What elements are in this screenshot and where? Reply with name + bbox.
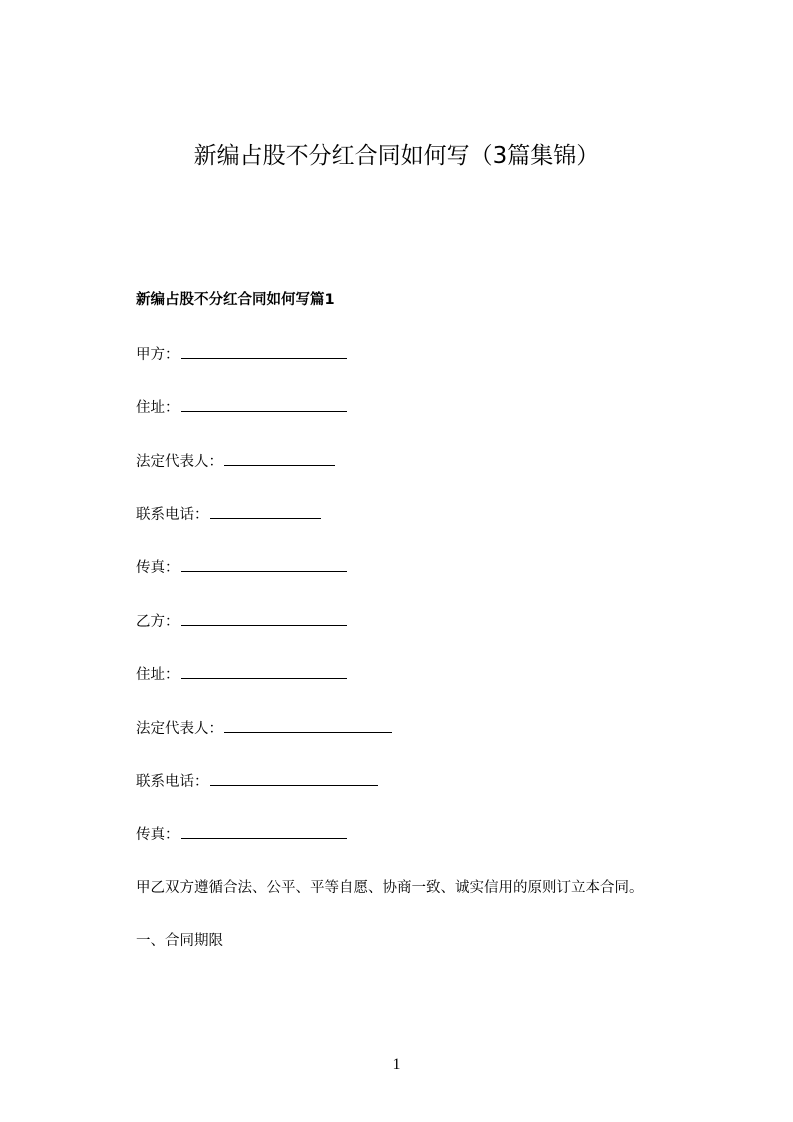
clause-heading: 一、合同期限 xyxy=(136,933,223,949)
field-label: 乙方： xyxy=(136,614,180,630)
fill-blank xyxy=(210,504,321,519)
fill-blank xyxy=(181,344,347,359)
fill-blank xyxy=(181,557,347,572)
party-b-legal-rep-field xyxy=(136,718,392,739)
page-number: 1 xyxy=(392,1056,401,1073)
field-label: 住址： xyxy=(136,667,180,683)
party-b-fax-field xyxy=(136,824,347,845)
fill-blank xyxy=(224,718,392,733)
party-a-address-field xyxy=(136,397,347,418)
party-b-field xyxy=(136,611,347,632)
field-label: 联系电话： xyxy=(136,507,209,523)
party-a-legal-rep-field xyxy=(136,451,335,472)
party-a-phone-field xyxy=(136,504,321,525)
field-label: 法定代表人： xyxy=(136,721,223,737)
fill-blank xyxy=(181,397,347,412)
section-heading: 新编占股不分红合同如何写篇1 xyxy=(136,292,335,308)
field-label: 传真： xyxy=(136,560,180,576)
party-b-phone-field xyxy=(136,771,378,792)
document-title: 新编占股不分红合同如何写（3篇集锦） xyxy=(193,143,600,169)
fill-blank xyxy=(181,824,347,839)
field-label: 甲方： xyxy=(136,347,180,363)
field-label: 传真： xyxy=(136,827,180,843)
fill-blank xyxy=(224,451,335,466)
field-label: 联系电话： xyxy=(136,774,209,790)
fill-blank xyxy=(210,771,378,786)
fill-blank xyxy=(181,611,347,626)
field-label: 法定代表人： xyxy=(136,454,223,470)
party-a-field xyxy=(136,344,347,365)
fill-blank xyxy=(181,664,347,679)
party-a-fax-field xyxy=(136,557,347,578)
party-b-address-field xyxy=(136,664,347,685)
field-label: 住址： xyxy=(136,400,180,416)
intro-paragraph: 甲乙双方遵循合法、公平、平等自愿、协商一致、诚实信用的原则订立本合同。 xyxy=(136,880,644,896)
